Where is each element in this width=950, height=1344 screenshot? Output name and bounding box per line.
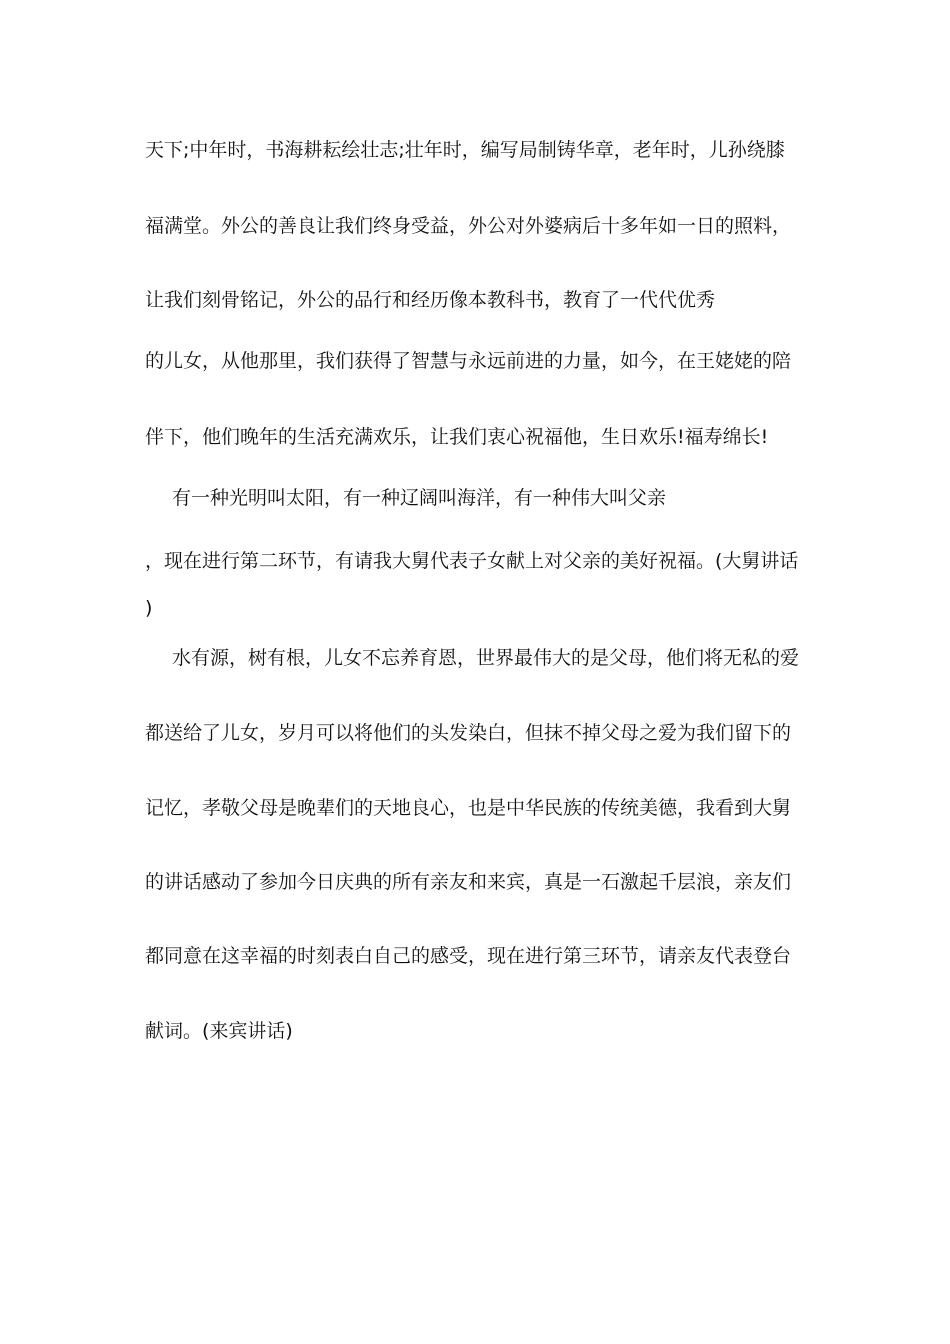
text-line: 的儿女，从他那里，我们获得了智慧与永远前进的力量，如今，在王姥姥的陪 [145, 350, 792, 372]
text-line: ，现在进行第二环节，有请我大舅代表子女献上对父亲的美好祝福。(大舅讲话 [145, 550, 799, 572]
text-line: 记忆，孝敬父母是晚辈们的天地良心，也是中华民族的传统美德，我看到大舅 [145, 797, 792, 819]
text-line: 让我们刻骨铭记，外公的品行和经历像本教科书，教育了一代代优秀 [145, 289, 716, 311]
text-line: 献词。(来宾讲话) [145, 1020, 293, 1042]
text-line: 天下;中年时，书海耕耘绘壮志;壮年时，编写局制铸华章，老年时，儿孙绕膝 [145, 139, 785, 161]
text-line: 的讲话感动了参加今日庆典的所有亲友和来宾，真是一石激起千层浪，亲友们 [145, 871, 792, 893]
text-line: 都同意在这幸福的时刻表白自己的感受，现在进行第三环节，请亲友代表登台 [145, 945, 792, 967]
text-line: 有一种光明叫太阳，有一种辽阔叫海洋，有一种伟大叫父亲 [172, 487, 667, 509]
text-line: 都送给了儿女，岁月可以将他们的头发染白，但抹不掉父母之爱为我们留下的 [145, 722, 792, 744]
text-line: 水有源，树有根，儿女不忘养育恩，世界最伟大的是父母，他们将无私的爱 [172, 647, 800, 669]
text-line: 福满堂。外公的善良让我们终身受益，外公对外婆病后十多年如一日的照料， [145, 215, 792, 237]
text-line: ) [145, 597, 153, 619]
text-line: 伴下，他们晚年的生活充满欢乐，让我们衷心祝福他，生日欢乐!福寿绵长! [145, 426, 769, 448]
